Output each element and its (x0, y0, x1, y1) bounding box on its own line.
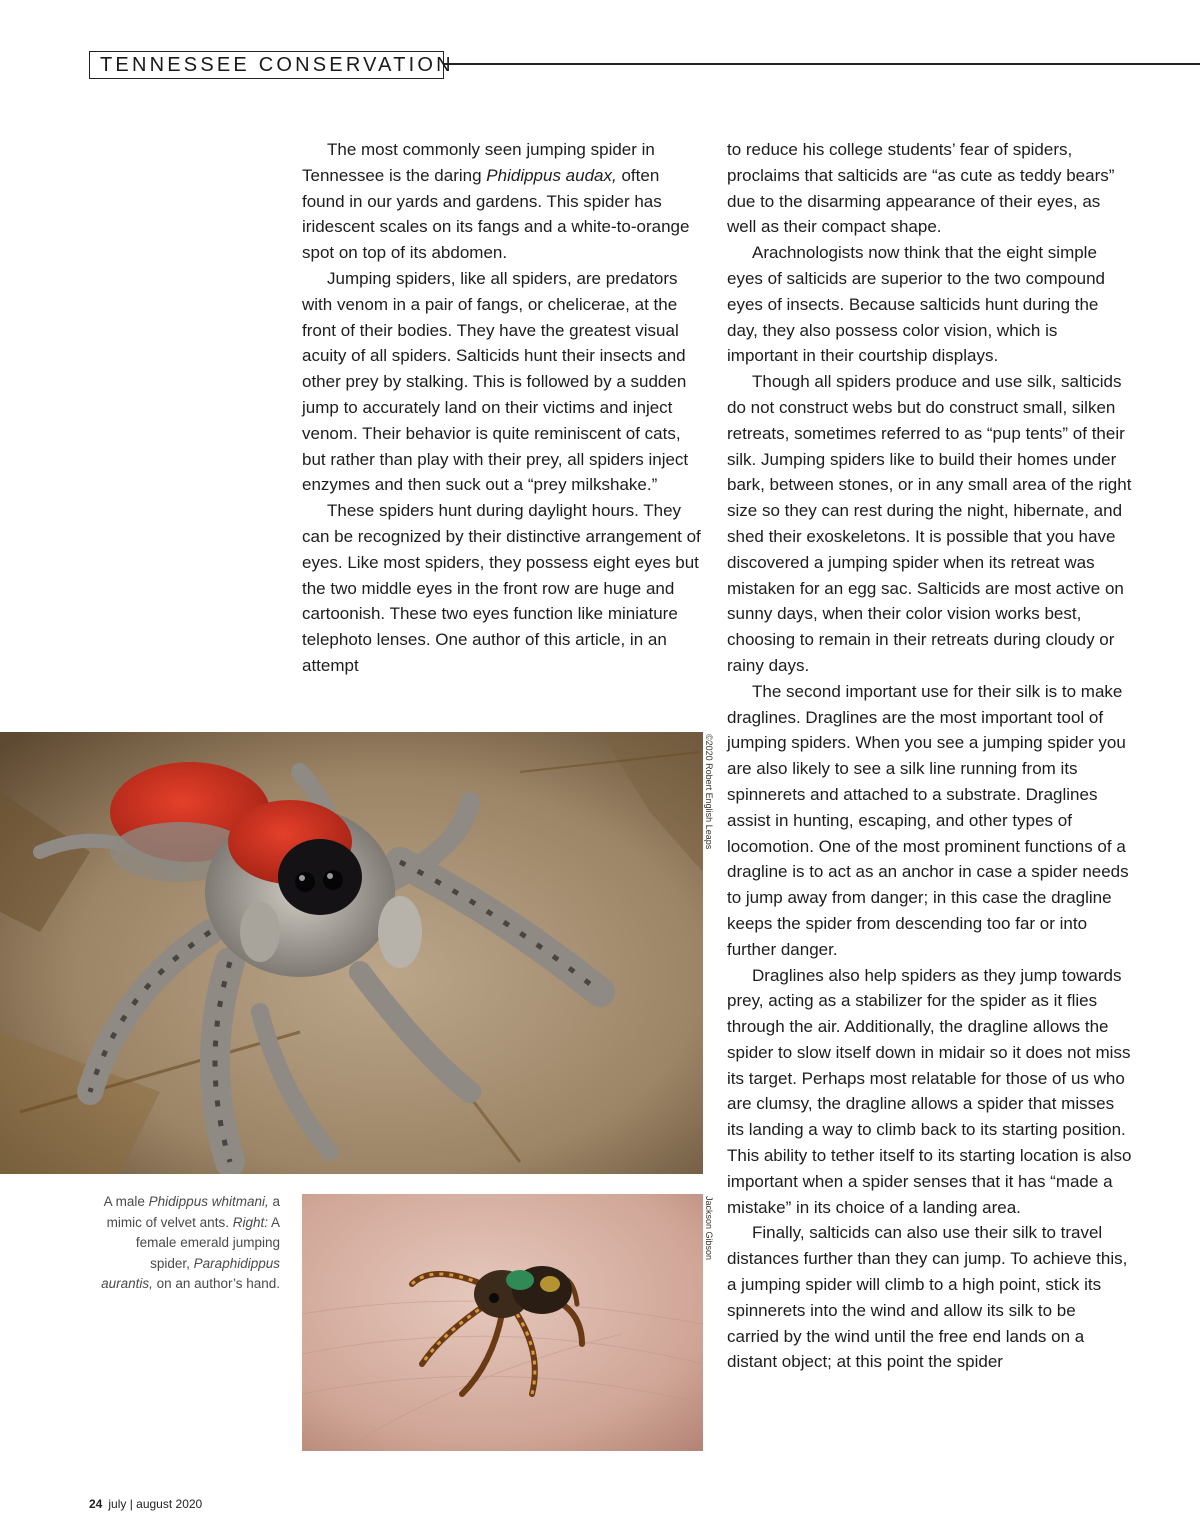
photo-paraphidippus-aurantis (302, 1194, 703, 1451)
species-name: Phidippus audax, (486, 165, 617, 185)
paragraph: These spiders hunt during daylight hours. They can be recognized by their distinctive arrangement of eyes. Like most spiders, they possess eight eyes but the two middle eyes in the front row are huge and cartoonish. These two eyes function like miniature telephoto lenses. One author of this article, in an attempt (302, 501, 701, 675)
photo-caption (100, 1192, 280, 1295)
paragraph: Arachnologists now think that the eight simple eyes of salticids are superior to the two compound eyes of insects. Because salticids hunt during the day, they also possess color vision, which is important in their courtship displays. (727, 243, 1105, 366)
paragraph-text: The most commonly seen jumping spider in Tennessee is the daring (302, 140, 655, 185)
paragraph: Finally, salticids can also use their silk to travel distances further than they can jump. To achieve this, a jumping spider will climb to a high point, stick its spinnerets into the wind and allow its silk to be carried by the wind until the free end lands on a distant object; at this point the spider (727, 1223, 1128, 1372)
caption-species: Phidippus whitmani, (148, 1194, 269, 1209)
caption-text: a mimic of velvet ants. (106, 1194, 280, 1230)
caption-text: on an author’s hand. (152, 1276, 280, 1291)
paragraph-text: often found in our yards and gardens. This spider has iridescent scales on its fangs and a white-to-orange spot on top of its abdomen. (302, 165, 690, 263)
paragraph (302, 137, 704, 266)
paragraph: The second important use for their silk is to make draglines. Draglines are the most important tool of jumping spiders. When you see a jumping spider you are also likely to see a silk line running from its spinnerets and attached to a substrate. Draglines assist in hunting, escaping, and other types of locomotion. One of the most prominent functions of a dragline is to act as an anchor in case a spider needs to jump away from danger; in this case the dragline keeps the spider from descending too far or into further danger. (727, 681, 1129, 959)
paragraph: Though all spiders produce and use silk, salticids do not construct webs but do construct small, silken retreats, sometimes referred to as “pup tents” of their silk. Jumping spiders like to build their homes under bark, between stones, or in any small area of the right size so they can rest during the night, hibernate, and shed their exoskeletons. It is possible that you have discovered a jumping spider when its retreat was mistaken for an egg sac. Salticids are most active on sunny days, when their color vision works best, choosing to remain in their retreats during cloudy or rainy days. (727, 372, 1132, 675)
paragraph: to reduce his college students’ fear of spiders, proclaims that salticids are “as cute as teddy bears” due to the disarming appearance of their eyes, as well as their compact shape. (727, 140, 1115, 237)
page-number: 24 (89, 1497, 103, 1511)
page-footer (89, 1497, 202, 1511)
masthead: TENNESSEE CONSERVATION (89, 51, 444, 79)
paragraph: Jumping spiders, like all spiders, are predators with venom in a pair of fangs, or chelicerae, at the front of their bodies. They have the greatest visual acuity of all spiders. Salticids hunt their insects and other prey by stalking. This is followed by a sudden jump to accurately land on their victims and inject venom. Their behavior is quite reminiscent of cats, but rather than play with their prey, all spiders inject enzymes and then suck out a “prey milkshake.” (302, 268, 689, 495)
photo-phidippus-whitmani (0, 732, 703, 1174)
masthead-rule (444, 63, 1200, 65)
caption-label: Right: (232, 1214, 268, 1230)
article-column-left (302, 137, 704, 679)
paragraph: Draglines also help spiders as they jump towards prey, acting as a stabilizer for the spider as it flies through the air. Additionally, the dragline allows the spider to slow itself down in midair so it does not miss its target. Perhaps most relatable for those of us who are clumsy, the dragline allows a spider that misses its landing a way to climb back to its starting position. This ability to tether itself to its starting location is also important when a spider senses that it has “made a mistake” in its choice of a landing area. (727, 965, 1132, 1217)
article-column-right (727, 137, 1132, 1375)
photo-credit: ©2020 Robert English Leaps (704, 734, 714, 850)
issue-date: july | august 2020 (108, 1497, 203, 1511)
caption-text: A male (103, 1194, 149, 1209)
caption-species: Paraphidippus aurantis, (101, 1255, 280, 1291)
photo-credit: Jackson Gibson (704, 1196, 714, 1261)
caption-text: A female emerald jumping spider, (135, 1214, 280, 1271)
